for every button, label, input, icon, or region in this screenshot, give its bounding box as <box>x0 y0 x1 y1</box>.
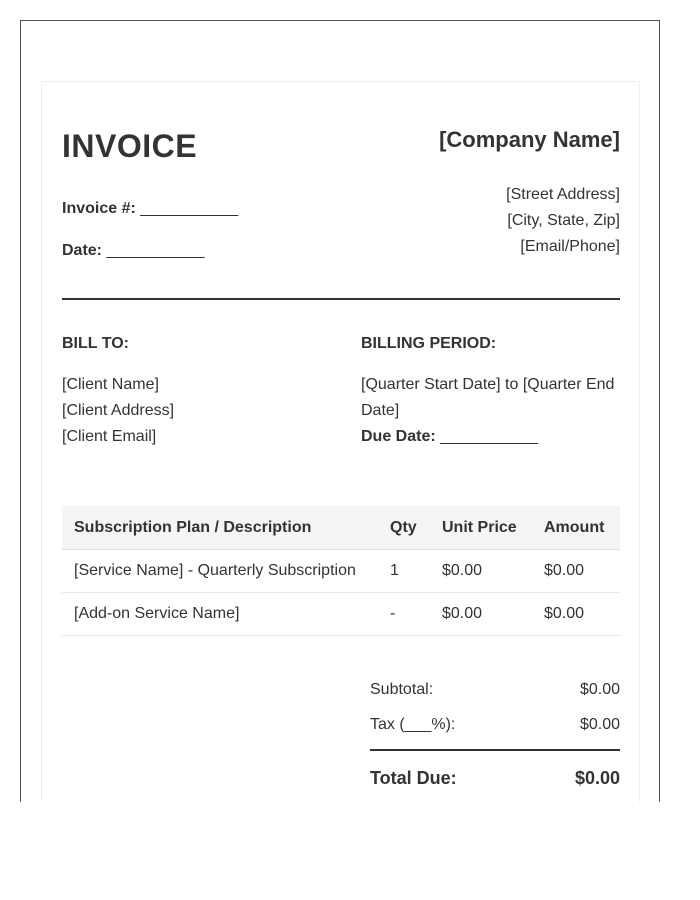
subtotal-value: $0.00 <box>579 680 620 698</box>
column-header-unit-price: Unit Price <box>430 506 532 550</box>
client-email: [Client Email] <box>62 428 157 445</box>
street-address: [Street Address] <box>506 186 620 203</box>
client-name: [Client Name] <box>62 376 159 393</box>
email-phone: [Email/Phone] <box>520 238 620 255</box>
due-date <box>361 424 623 450</box>
items-table <box>62 506 620 636</box>
billing-period-heading: BILLING PERIOD: <box>361 335 497 352</box>
invoice-number <box>62 200 238 218</box>
table-row <box>62 550 620 593</box>
row-unit-price: $0.00 <box>430 550 532 593</box>
table-row <box>62 593 620 636</box>
billing-period-range: [Quarter Start Date] to [Quarter End Date] <box>361 376 615 419</box>
totals-block <box>370 672 620 797</box>
company-address <box>506 182 620 260</box>
totals-divider <box>370 749 620 751</box>
company-name: [Company Name] <box>439 127 620 152</box>
invoice-number-value: ___________ <box>140 200 239 217</box>
row-description: [Add-on Service Name] <box>62 593 378 636</box>
subtotal-label: Subtotal: <box>370 680 434 698</box>
invoice-date-label: Date: <box>62 242 103 259</box>
bill-to-details <box>62 372 174 450</box>
bill-to-heading: BILL TO: <box>62 335 129 352</box>
tax-value: $0.00 <box>579 715 620 733</box>
tax-row <box>370 707 620 742</box>
invoice-title: INVOICE <box>62 128 198 164</box>
invoice-date-value: ___________ <box>106 242 205 259</box>
row-unit-price: $0.00 <box>430 593 532 636</box>
table-header-row <box>62 506 620 550</box>
row-amount: $0.00 <box>532 550 620 593</box>
total-due-label: Total Due: <box>370 767 457 788</box>
total-due-row <box>370 759 620 797</box>
invoice-number-label: Invoice #: <box>62 200 136 217</box>
row-description: [Service Name] - Quarterly Subscription <box>62 550 378 593</box>
header-divider <box>62 298 620 300</box>
due-date-label: Due Date: <box>361 428 436 445</box>
billing-period-details <box>361 372 623 450</box>
invoice-date <box>62 242 204 260</box>
subtotal-row <box>370 672 620 707</box>
client-address: [Client Address] <box>62 402 175 419</box>
column-header-amount: Amount <box>532 506 620 550</box>
due-date-value: ___________ <box>440 428 539 445</box>
tax-label: Tax (___%): <box>370 715 456 733</box>
column-header-qty: Qty <box>378 506 430 550</box>
column-header-description: Subscription Plan / Description <box>62 506 378 550</box>
row-qty: - <box>378 593 430 636</box>
row-amount: $0.00 <box>532 593 620 636</box>
row-qty: 1 <box>378 550 430 593</box>
city-state-zip: [City, State, Zip] <box>507 212 620 229</box>
total-due-value: $0.00 <box>574 767 620 788</box>
